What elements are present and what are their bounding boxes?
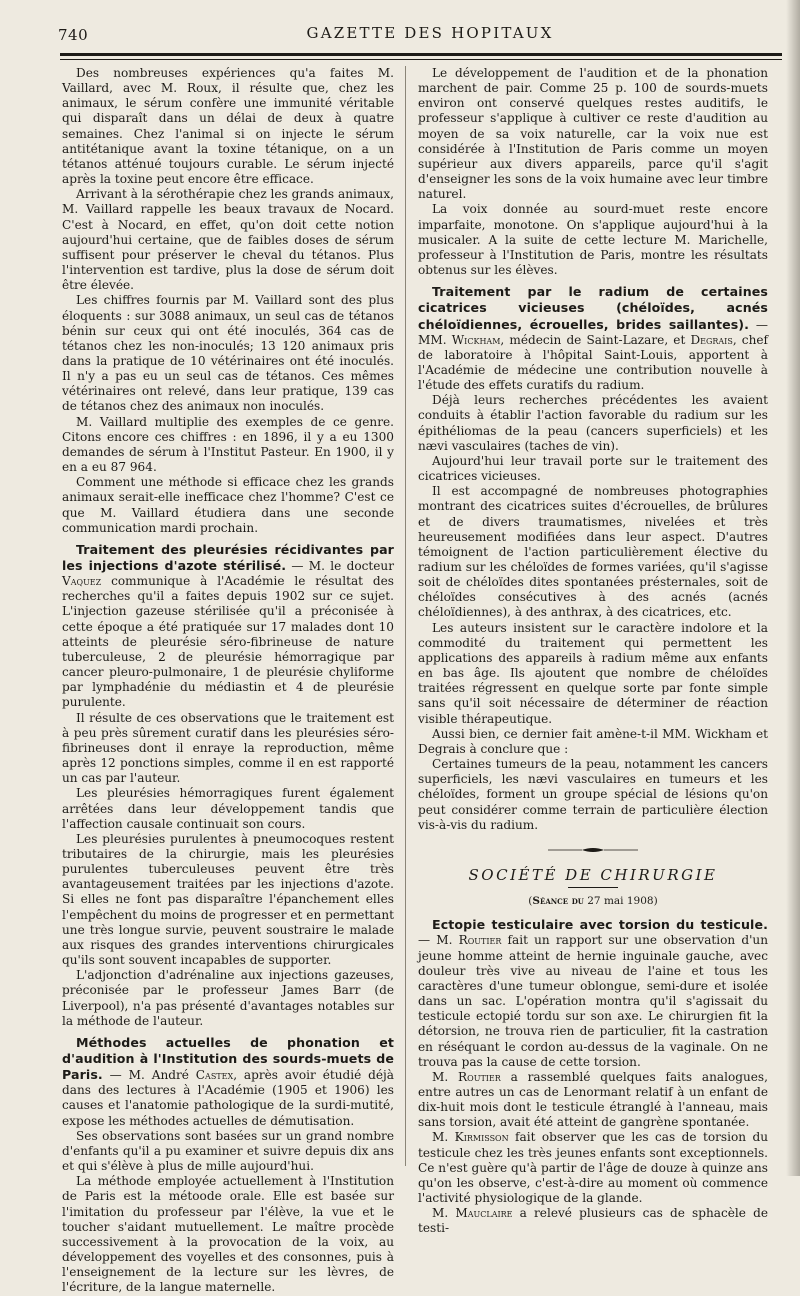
paragraph: Il est accompagné de nombreuses photographies montrant des cicatrices suites d'écrouelles, de brûlures et de divers traumatismes, nivelées et très heureusement modifiées dans leur aspect. D'autres témoignent de l'action particulièrement élective du radium sur les chéloïdes de formes variées, qu'il s'agisse soit de chéloïdes dites spontanées présternales, soit de chéloïdes consécutives à des acnés (acnés chéloïdiennes), à des anthrax, à des cicatrices, etc. xyxy=(418,484,768,620)
paragraph: M. Kirmisson fait observer que les cas de torsion du testicule chez les très jeunes enfants sont exceptionnels. Ce n'est guère qu'à partir de l'âge de douze à quinze ans qu'on les observe, c'est-à-dire au moment où commence l'activité physiologique de la glande. xyxy=(418,1130,768,1206)
paragraph: Arrivant à la sérothérapie chez les grands animaux, M. Vaillard rappelle les beaux travaux de Nocard. C'est à Nocard, en effet, qu'on doit cette notion aujourd'hui certaine, que de faibles doses de sérum suffisent pour préserver le cheval du tétanos. Plus l'intervention est tardive, plus la dose de sérum doit être élevée. xyxy=(62,187,394,293)
paragraph: Les chiffres fournis par M. Vaillard sont des plus éloquents : sur 3088 animaux, un seul cas de tétanos bénin sur ceux qui ont été inoculés, 364 cas de tétanos chez les non-inoculés; 13 120 animaux pris dans la pratique de 10 vétérinaires ont été inoculés. Il n'y a pas eu un seul cas de tétanos. Ces mêmes vétérinaires ont relevé, dans leur pratique, 139 cas de tétanos chez des animaux non inoculés. xyxy=(62,293,394,414)
paragraph: Les pleurésies hémorragiques furent également arrêtées dans leur développement tandis que l'affection causale continuait son cours. xyxy=(62,786,394,831)
running-title: GAZETTE DES HOPITAUX xyxy=(306,24,554,42)
author-name: Degrais xyxy=(690,332,733,347)
paragraph: Les pleurésies purulentes à pneumocoques restent tributaires de la chirurgie, mais les pleurésies purulentes tuberculeuses peuvent être très avantageusement traitées par les injections d'azote. Si elles ne font pas disparaître l'épanchement elles l'empêchent du moins de progresser et en permettant une très longue survie, peuvent soustraire le malade aux risques des grandes interventions chirurgicales qu'ils sont souvent incapables de supporter. xyxy=(62,831,394,968)
paragraph: Des nombreuses expériences qu'a faites M. Vaillard, avec M. Roux, il résulte que, chez les animaux, le sérum confère une immunité véritable qui disparaît dans un délai de deux à quatre semaines. Chez l'animal si on injecte le sérum antitétanique avant la toxine tétanique, on a un tétanos atténué toujours curable. Le sérum injecté après la toxine peut encore être efficace. xyxy=(62,66,394,187)
paragraph: L'adjonction d'adrénaline aux injections gazeuses, préconisée par le professeur James Barr (de Liverpool), n'a pas présenté d'avantages notables sur la méthode de l'auteur. xyxy=(62,968,394,1028)
author-name: Castex xyxy=(195,1068,234,1083)
author-name: Mauclaire xyxy=(455,1206,513,1221)
paragraph: La méthode employée actuellement à l'Institution de Paris est la métoode orale. Elle est basée sur l'imitation du professeur par l'élève, la vue et le toucher s'aidant mutuellement. Le maître procède successivement à la provocation de la voix, au développement des voyelles et des consonnes, puis à l'enseignement de la lecture sur les lèvres, de l'écriture, de la langue maternelle. xyxy=(62,1174,394,1295)
paragraph: Déjà leurs recherches précédentes les avaient conduits à établir l'action favorable du radium sur les épithéliomas de la peau (cancers superficiels) et les nævi vasculaires (taches de vin). xyxy=(418,393,768,453)
author-name: Kirmisson xyxy=(454,1130,509,1145)
author-name: Wickham xyxy=(451,332,501,347)
paragraph: M. Routier a rassemblé quelques faits analogues, entre autres un cas de Lenormant relatif à un enfant de dix-huit mois dont le testicule étranglé à l'anneau, mais sans torsion, avait été atteint de gangrène spontanée. xyxy=(418,1069,768,1130)
section-pleuresies: Traitement des pleurésies récidivantes par les injections d'azote stérilisé. — M. le docteur Vaquez communique à l'Académie le résultat des recherches qu'il a faites depuis 1902 sur ce sujet. L'injection gazeuse stérilisée qu'il a préconisée à cette époque a été pratiquée sur 17 malades dont 10 atteints de pleurésie séro-fibrineuse de nature tuberculeuse, 2 de pleurésie hémorragique par cancer pleuro-pulmonaire, 1 de pleurésie chyliforme par lymphadénie du médiastin et 4 de pleurésie purulente. xyxy=(62,541,394,710)
paragraph: M. Mauclaire a relevé plusieurs cas de sphacèle de testi- xyxy=(418,1206,768,1236)
paragraph: Ses observations sont basées sur un grand nombre d'enfants qu'il a pu examiner et suivre depuis dix ans et qui s'élève à plus de mille aujourd'hui. xyxy=(62,1128,394,1174)
society-rule xyxy=(568,887,618,888)
author-name: Routier xyxy=(458,933,502,948)
paragraph: Il résulte de ces observations que le traitement est à peu près sûrement curatif dans les pleurésies séro-fibrineuses dont il enraye la reproduction, même après 12 ponctions simples, comme il en est rapporté un cas par l'auteur. xyxy=(62,710,394,786)
header-rule-thin xyxy=(60,59,782,60)
society-title: SOCIÉTÉ DE CHIRURGIE xyxy=(468,865,718,884)
paragraph: La voix donnée au sourd-muet reste encore imparfaite, monotone. On s'applique aujourd'hui à la musicaler. A la suite de cette lecture M. Marichelle, professeur à l'Institution de Paris, montre les résultats obtenus sur les élèves. xyxy=(418,202,768,278)
page-edge-shadow xyxy=(786,0,800,1176)
paragraph: Aujourd'hui leur travail porte sur le traitement des cicatrices vicieuses. xyxy=(418,453,768,484)
section-ectopie: Ectopie testiculaire avec torsion du testicule. — M. Routier fait un rapport sur une observation d'un jeune homme atteint de hernie inguinale gauche, avec douleur très vive au niveau de l'aine et tous les caractères d'une tumeur oblongue, semi-dure et isolée dans un sac. L'opération montra qu'il s'agissait du testicule ectopié tordu sur son axe. Le chirurgien fit la détorsion, ne trouva rien de particulier, fit la castration en réséquant le cordon au-dessus de la vaginale. On ne trouva pas la cause de cette torsion. xyxy=(418,917,768,1069)
section-heading: Ectopie testiculaire avec torsion du testicule. xyxy=(432,917,768,933)
author-name: Vaquez xyxy=(62,574,102,589)
seance-date: (Séance du 27 mai 1908) xyxy=(528,895,658,908)
page-number: 740 xyxy=(58,26,89,44)
paragraph: Le développement de l'audition et de la phonation marchent de pair. Comme 25 p. 100 de sourds-muets environ ont conservé quelques restes auditifs, le professeur s'applique à cultiver ce reste d'audition au moyen de sa voix naturelle, car la voix nue est considérée à l'Institution de Paris comme un moyen supérieur aux divers appareils, parce qu'il s'agit d'enseigner les sons de la voix humaine avec leur timbre naturel. xyxy=(418,66,768,202)
section-heading: Traitement par le radium de certaines cicatrices vicieuses (chéloïdes, acnés chéloïdiennes, écrouelles, brides saillantes). xyxy=(418,284,768,332)
column-divider xyxy=(405,66,406,1166)
section-radium: Traitement par le radium de certaines cicatrices vicieuses (chéloïdes, acnés chéloïdiennes, écrouelles, brides saillantes). — MM. Wickham, médecin de Saint-Lazare, et Degrais, chef de laboratoire à l'hôpital Saint-Louis, apportent à l'Académie de médecine une contribution nouvelle à l'étude des effets curatifs du radium. xyxy=(418,284,768,393)
paragraph: M. Vaillard multiplie des exemples de ce genre. Citons encore ces chiffres : en 1896, il y a eu 1300 demandes de sérum à l'Institut Pasteur. En 1900, il y en a eu 87 964. xyxy=(62,414,394,475)
header-rule-thick xyxy=(60,53,782,56)
paragraph: Les auteurs insistent sur le caractère indolore et la commodité du traitement qui permettent les applications des appareils à radium même aux enfants en bas âge. Ils ajoutent que nombre de chéloïdes traitées régressent en quelque sorte par fonte simple sans qu'il soit nécessaire de déterminer de réaction visible thérapeutique. xyxy=(418,620,768,726)
ornament-divider xyxy=(418,843,768,858)
left-column xyxy=(62,66,394,1295)
page-header xyxy=(0,0,800,60)
paragraph: Comment une méthode si efficace chez les grands animaux serait-elle inefficace chez l'homme? C'est ce que M. Vaillard étudiera dans une seconde communication mardi prochain. xyxy=(62,475,394,535)
paragraph: Aussi bien, ce dernier fait amène-t-il MM. Wickham et Degrais à conclure que : xyxy=(418,726,768,756)
section-heading: Traitement des pleurésies récidivantes par les injections d'azote stérilisé. xyxy=(62,541,394,573)
section-heading: Méthodes actuelles de phonation et d'audition à l'Institution des sourds-muets de Paris. xyxy=(62,1034,394,1083)
right-column xyxy=(418,66,768,1236)
section-phonation: Méthodes actuelles de phonation et d'audition à l'Institution des sourds-muets de Paris. — M. André Castex, après avoir étudié déjà dans des lectures à l'Académie (1905 et 1906) les causes et l'anatomie pathologique de la surdi-mutité, expose les méthodes actuelles de démutisation. xyxy=(62,1034,394,1128)
paragraph: Certaines tumeurs de la peau, notamment les cancers superficiels, les nævi vasculaires en tumeurs et les chéloïdes, forment un groupe spécial de lésions qu'on peut considérer comme terrain de particulière élection vis-à-vis du radium. xyxy=(418,757,768,832)
author-name: Routier xyxy=(458,1069,501,1084)
